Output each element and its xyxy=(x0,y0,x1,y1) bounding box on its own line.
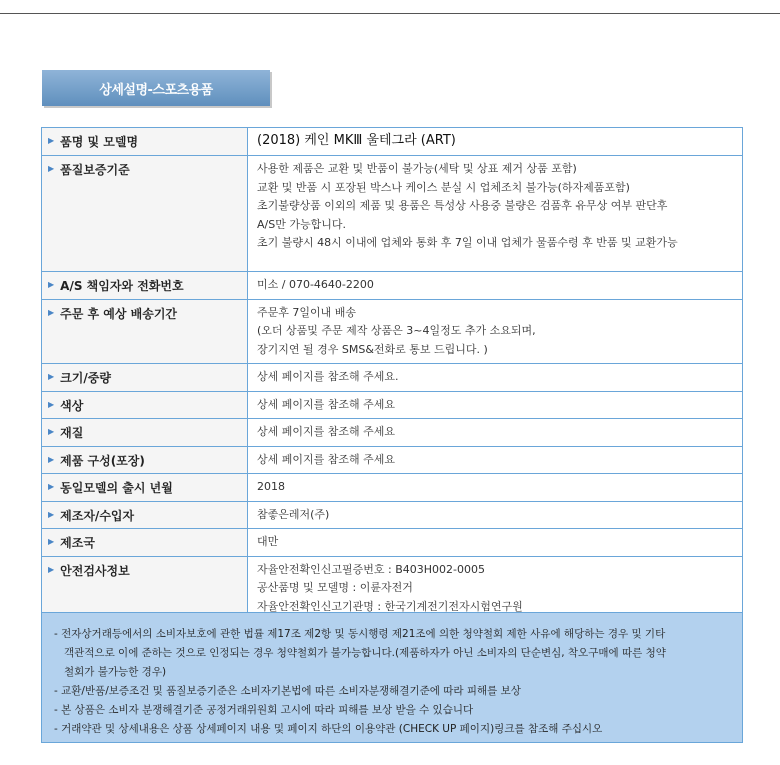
row-label-cell xyxy=(42,128,248,155)
notice-line: 객관적으로 이에 준하는 것으로 인정되는 경우 청약철회가 불가능합니다.(제품하자가 아닌 소비자의 단순변심, 착오구매에 따른 청약 xyxy=(64,647,666,659)
notice-box xyxy=(41,612,743,743)
table-row xyxy=(42,128,742,156)
row-label: 품질보증기준 xyxy=(60,163,130,177)
row-value-line: 교환 및 반품 시 포장된 박스나 케이스 분실 시 업체조치 불가능(하자제품포함) xyxy=(257,180,630,194)
row-value-line: 주문후 7일이내 배송 xyxy=(257,305,356,319)
row-value-line: A/S만 가능합니다. xyxy=(257,217,346,231)
row-label-cell xyxy=(42,364,248,391)
bullet-arrow-icon: ▶ xyxy=(48,307,55,317)
row-label-cell xyxy=(42,474,248,501)
table-row xyxy=(42,272,742,300)
bullet-arrow-icon: ▶ xyxy=(48,399,55,409)
notice-line: - 교환/반품/보증조건 및 품질보증기준은 소비자기본법에 따른 소비자분쟁해결기준에 따라 피해를 보상 xyxy=(54,685,521,697)
row-value-cell xyxy=(248,419,742,446)
row-label: 품명 및 모델명 xyxy=(60,135,139,149)
row-label-cell xyxy=(42,156,248,271)
bullet-arrow-icon: ▶ xyxy=(48,280,55,289)
row-label-cell xyxy=(42,419,248,446)
row-value-cell xyxy=(248,128,742,155)
row-value-line: 미소 / 070-4640-2200 xyxy=(257,278,374,291)
bullet-arrow-icon: ▶ xyxy=(48,564,55,574)
row-label: 크기/중량 xyxy=(60,371,111,385)
row-value-line: 참좋은레저(주) xyxy=(257,507,330,521)
row-value-cell xyxy=(248,392,742,419)
bullet-arrow-icon: ▶ xyxy=(48,509,55,519)
row-value-line: (2018) 케인 MKⅢ 울테그라 (ART) xyxy=(257,133,456,148)
row-value-line: 상세 페이지를 참조해 주세요 xyxy=(257,397,396,411)
row-label: A/S 책임자와 전화번호 xyxy=(60,279,184,293)
row-label: 제조국 xyxy=(60,536,95,550)
row-value-cell xyxy=(248,447,742,474)
table-row xyxy=(42,529,742,557)
table-row xyxy=(42,447,742,475)
row-value-cell xyxy=(248,272,742,299)
table-row xyxy=(42,474,742,502)
row-value-line: 사용한 제품은 교환 및 반품이 불가능(세탁 및 상표 제거 상품 포함) xyxy=(257,162,577,175)
table-row xyxy=(42,419,742,447)
row-label: 재질 xyxy=(60,426,84,440)
bullet-arrow-icon: ▶ xyxy=(48,427,55,436)
top-divider xyxy=(0,13,780,14)
bullet-arrow-icon: ▶ xyxy=(48,537,55,546)
section-tab-label: 상세설명-스포츠용품 xyxy=(99,82,213,98)
row-label: 안전검사정보 xyxy=(60,563,130,578)
row-label: 제조자/수입자 xyxy=(60,508,135,523)
table-row xyxy=(42,392,742,420)
row-label-cell xyxy=(42,300,248,364)
row-label-cell xyxy=(42,392,248,419)
section-tab xyxy=(42,70,270,106)
row-value-cell xyxy=(248,300,742,364)
notice-line: - 거래약관 및 상세내용은 상품 상세페이지 내용 및 페이지 하단의 이용약관 (CHECK UP 페이지)링크를 참조해 주십시오 xyxy=(54,723,603,735)
bullet-arrow-icon: ▶ xyxy=(48,482,55,491)
row-value-line: 대만 xyxy=(257,535,279,548)
row-value-line: 초기불량상품 이외의 제품 및 용품은 특성상 사용중 불량은 검품후 유무상 여부 판단후 xyxy=(257,199,668,212)
row-label-cell xyxy=(42,502,248,529)
row-value-line: (오더 상품및 주문 제작 상품은 3~4일정도 추가 소요되며, xyxy=(257,324,536,337)
row-value-cell xyxy=(248,156,742,271)
row-value-line: 자율안전확인신고기관명 : 한국기계전기전자시험연구원 xyxy=(257,599,523,613)
row-value-line: 공산품명 및 모델명 : 이륜자전거 xyxy=(257,581,413,594)
row-label: 주문 후 예상 배송기간 xyxy=(60,306,178,321)
row-value-line: 2018 xyxy=(257,480,285,493)
row-label-cell xyxy=(42,529,248,556)
row-value-cell xyxy=(248,502,742,529)
bullet-arrow-icon: ▶ xyxy=(48,136,55,145)
product-info-table xyxy=(41,127,743,640)
row-value-cell xyxy=(248,529,742,556)
row-value-line: 상세 페이지를 참조해 주세요 xyxy=(257,425,396,438)
row-label-cell xyxy=(42,447,248,474)
row-label-cell xyxy=(42,272,248,299)
notice-line: 철회가 불가능한 경우) xyxy=(64,666,167,678)
row-label: 색상 xyxy=(60,398,84,413)
row-value-line: 상세 페이지를 참조해 주세요. xyxy=(257,370,399,383)
row-value-cell xyxy=(248,474,742,501)
notice-line: - 본 상품은 소비자 분쟁해결기준 공정거래위원회 고시에 따라 피해를 보상 받을 수 있습니다 xyxy=(54,704,474,716)
table-row xyxy=(42,156,742,272)
row-label: 제품 구성(포장) xyxy=(60,453,145,468)
table-row xyxy=(42,364,742,392)
bullet-arrow-icon: ▶ xyxy=(48,454,55,464)
table-row xyxy=(42,502,742,530)
bullet-arrow-icon: ▶ xyxy=(48,164,55,173)
table-row xyxy=(42,300,742,365)
row-label: 동일모델의 출시 년월 xyxy=(60,481,173,495)
bullet-arrow-icon: ▶ xyxy=(48,372,55,381)
row-value-line: 장기지연 될 경우 SMS&전화로 통보 드립니다. ) xyxy=(257,342,488,356)
row-value-line: 초기 불량시 48시 이내에 업체와 통화 후 7일 이내 업체가 물품수령 후 반품 및 교환가능 xyxy=(257,236,678,249)
notice-line: - 전자상거래등에서의 소비자보호에 관한 법률 제17조 제2항 및 동시행령 제21조에 의한 청약철회 제한 사유에 해당하는 경우 및 기타 xyxy=(54,628,666,640)
row-value-cell xyxy=(248,364,742,391)
row-value-line: 자율안전확인신고필증번호 : B403H002-0005 xyxy=(257,562,485,576)
row-value-line: 상세 페이지를 참조해 주세요 xyxy=(257,452,396,466)
